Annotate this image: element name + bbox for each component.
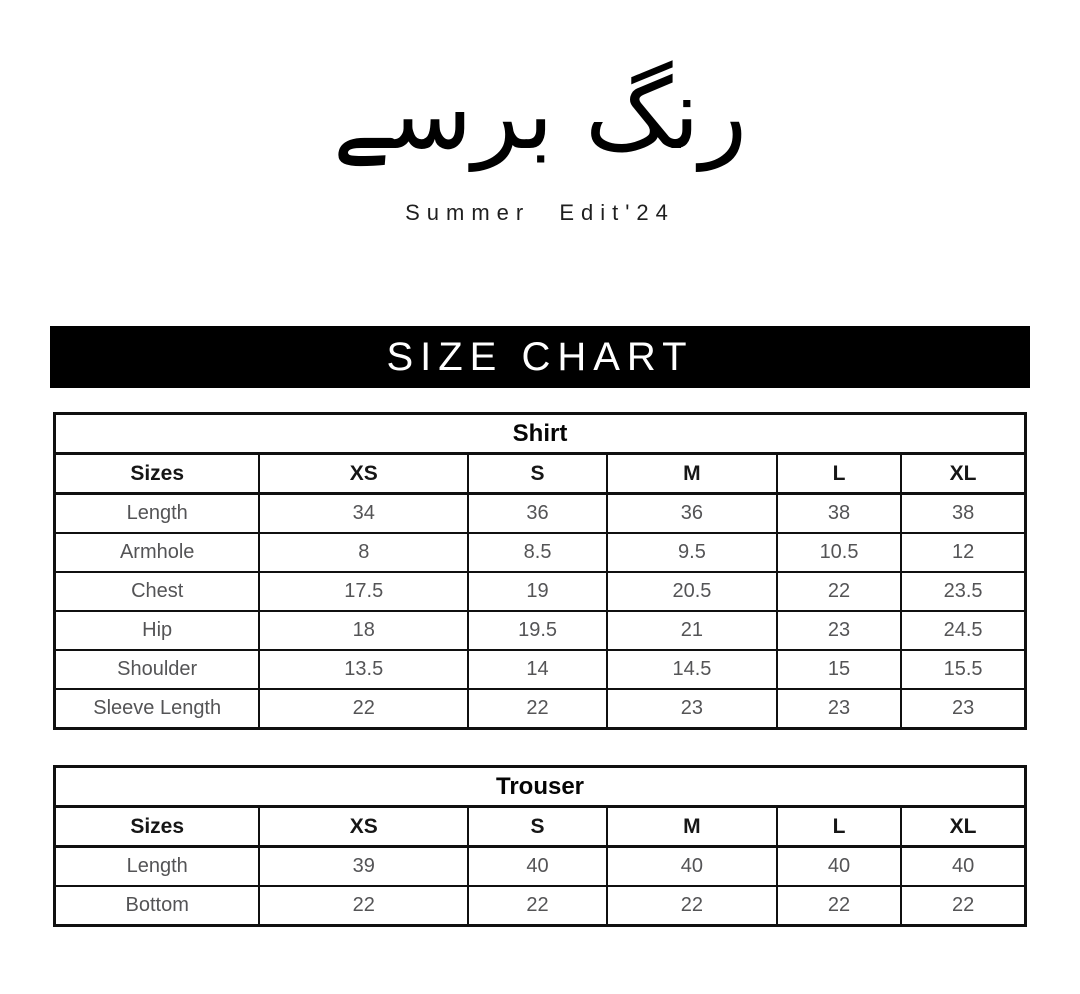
measurement-label: Length <box>55 847 260 887</box>
size-chart-banner-title: SIZE CHART <box>386 334 694 379</box>
measurement-value: 38 <box>901 494 1025 534</box>
measurement-value: 40 <box>607 847 777 887</box>
measurement-value: 24.5 <box>901 611 1025 650</box>
measurement-label: Bottom <box>55 886 260 926</box>
measurement-value: 8.5 <box>468 533 607 572</box>
measurement-row <box>55 611 1026 650</box>
measurement-value: 36 <box>607 494 777 534</box>
measurement-value: 22 <box>777 886 901 926</box>
measurement-row <box>55 494 1026 534</box>
sizes-column-header: Sizes <box>55 454 260 494</box>
table-title: Trouser <box>55 767 1026 807</box>
measurement-value: 23 <box>607 689 777 729</box>
measurement-value: 22 <box>777 572 901 611</box>
shirt-measurements-table <box>53 412 1027 730</box>
measurement-value: 10.5 <box>777 533 901 572</box>
brand-subtitle: Summer Edit'24 <box>405 200 675 225</box>
measurement-value: 17.5 <box>259 572 468 611</box>
measurement-value: 20.5 <box>607 572 777 611</box>
measurement-value: 22 <box>901 886 1025 926</box>
measurement-value: 23.5 <box>901 572 1025 611</box>
sizes-header-row <box>55 454 1026 494</box>
measurement-value: 15.5 <box>901 650 1025 689</box>
size-column-header-xl: XL <box>901 807 1025 847</box>
measurement-value: 18 <box>259 611 468 650</box>
size-tables-container <box>53 412 1027 927</box>
measurement-value: 39 <box>259 847 468 887</box>
brand-logo-calligraphy: رنگ برسے <box>332 58 748 172</box>
measurement-value: 14.5 <box>607 650 777 689</box>
measurement-label: Armhole <box>55 533 260 572</box>
measurement-label: Hip <box>55 611 260 650</box>
measurement-value: 8 <box>259 533 468 572</box>
measurement-row <box>55 572 1026 611</box>
size-chart-banner <box>50 326 1030 388</box>
size-column-header-s: S <box>468 807 607 847</box>
measurement-label: Shoulder <box>55 650 260 689</box>
sizes-column-header: Sizes <box>55 807 260 847</box>
measurement-value: 19.5 <box>468 611 607 650</box>
measurement-value: 15 <box>777 650 901 689</box>
measurement-value: 14 <box>468 650 607 689</box>
size-column-header-s: S <box>468 454 607 494</box>
measurement-value: 22 <box>259 886 468 926</box>
measurement-value: 19 <box>468 572 607 611</box>
size-column-header-l: L <box>777 454 901 494</box>
measurement-value: 23 <box>901 689 1025 729</box>
measurement-label: Chest <box>55 572 260 611</box>
measurement-value: 22 <box>468 689 607 729</box>
measurement-value: 23 <box>777 611 901 650</box>
measurement-value: 38 <box>777 494 901 534</box>
size-column-header-m: M <box>607 807 777 847</box>
measurement-label: Length <box>55 494 260 534</box>
sizes-header-row <box>55 807 1026 847</box>
table-title-row <box>55 767 1026 807</box>
table-title: Shirt <box>55 414 1026 454</box>
size-column-header-l: L <box>777 807 901 847</box>
measurement-value: 9.5 <box>607 533 777 572</box>
measurement-label: Sleeve Length <box>55 689 260 729</box>
measurement-value: 13.5 <box>259 650 468 689</box>
measurement-value: 22 <box>468 886 607 926</box>
measurement-value: 22 <box>607 886 777 926</box>
measurement-value: 40 <box>468 847 607 887</box>
measurement-value: 36 <box>468 494 607 534</box>
size-column-header-xs: XS <box>259 454 468 494</box>
size-column-header-xs: XS <box>259 807 468 847</box>
measurement-value: 21 <box>607 611 777 650</box>
size-column-header-m: M <box>607 454 777 494</box>
trouser-measurements-table <box>53 765 1027 927</box>
brand-header <box>0 0 1080 226</box>
measurement-value: 34 <box>259 494 468 534</box>
measurement-value: 22 <box>259 689 468 729</box>
measurement-value: 40 <box>777 847 901 887</box>
measurement-row <box>55 847 1026 887</box>
measurement-row <box>55 650 1026 689</box>
measurement-value: 40 <box>901 847 1025 887</box>
table-title-row <box>55 414 1026 454</box>
measurement-value: 23 <box>777 689 901 729</box>
measurement-value: 12 <box>901 533 1025 572</box>
size-column-header-xl: XL <box>901 454 1025 494</box>
measurement-row <box>55 886 1026 926</box>
measurement-row <box>55 533 1026 572</box>
measurement-row <box>55 689 1026 729</box>
